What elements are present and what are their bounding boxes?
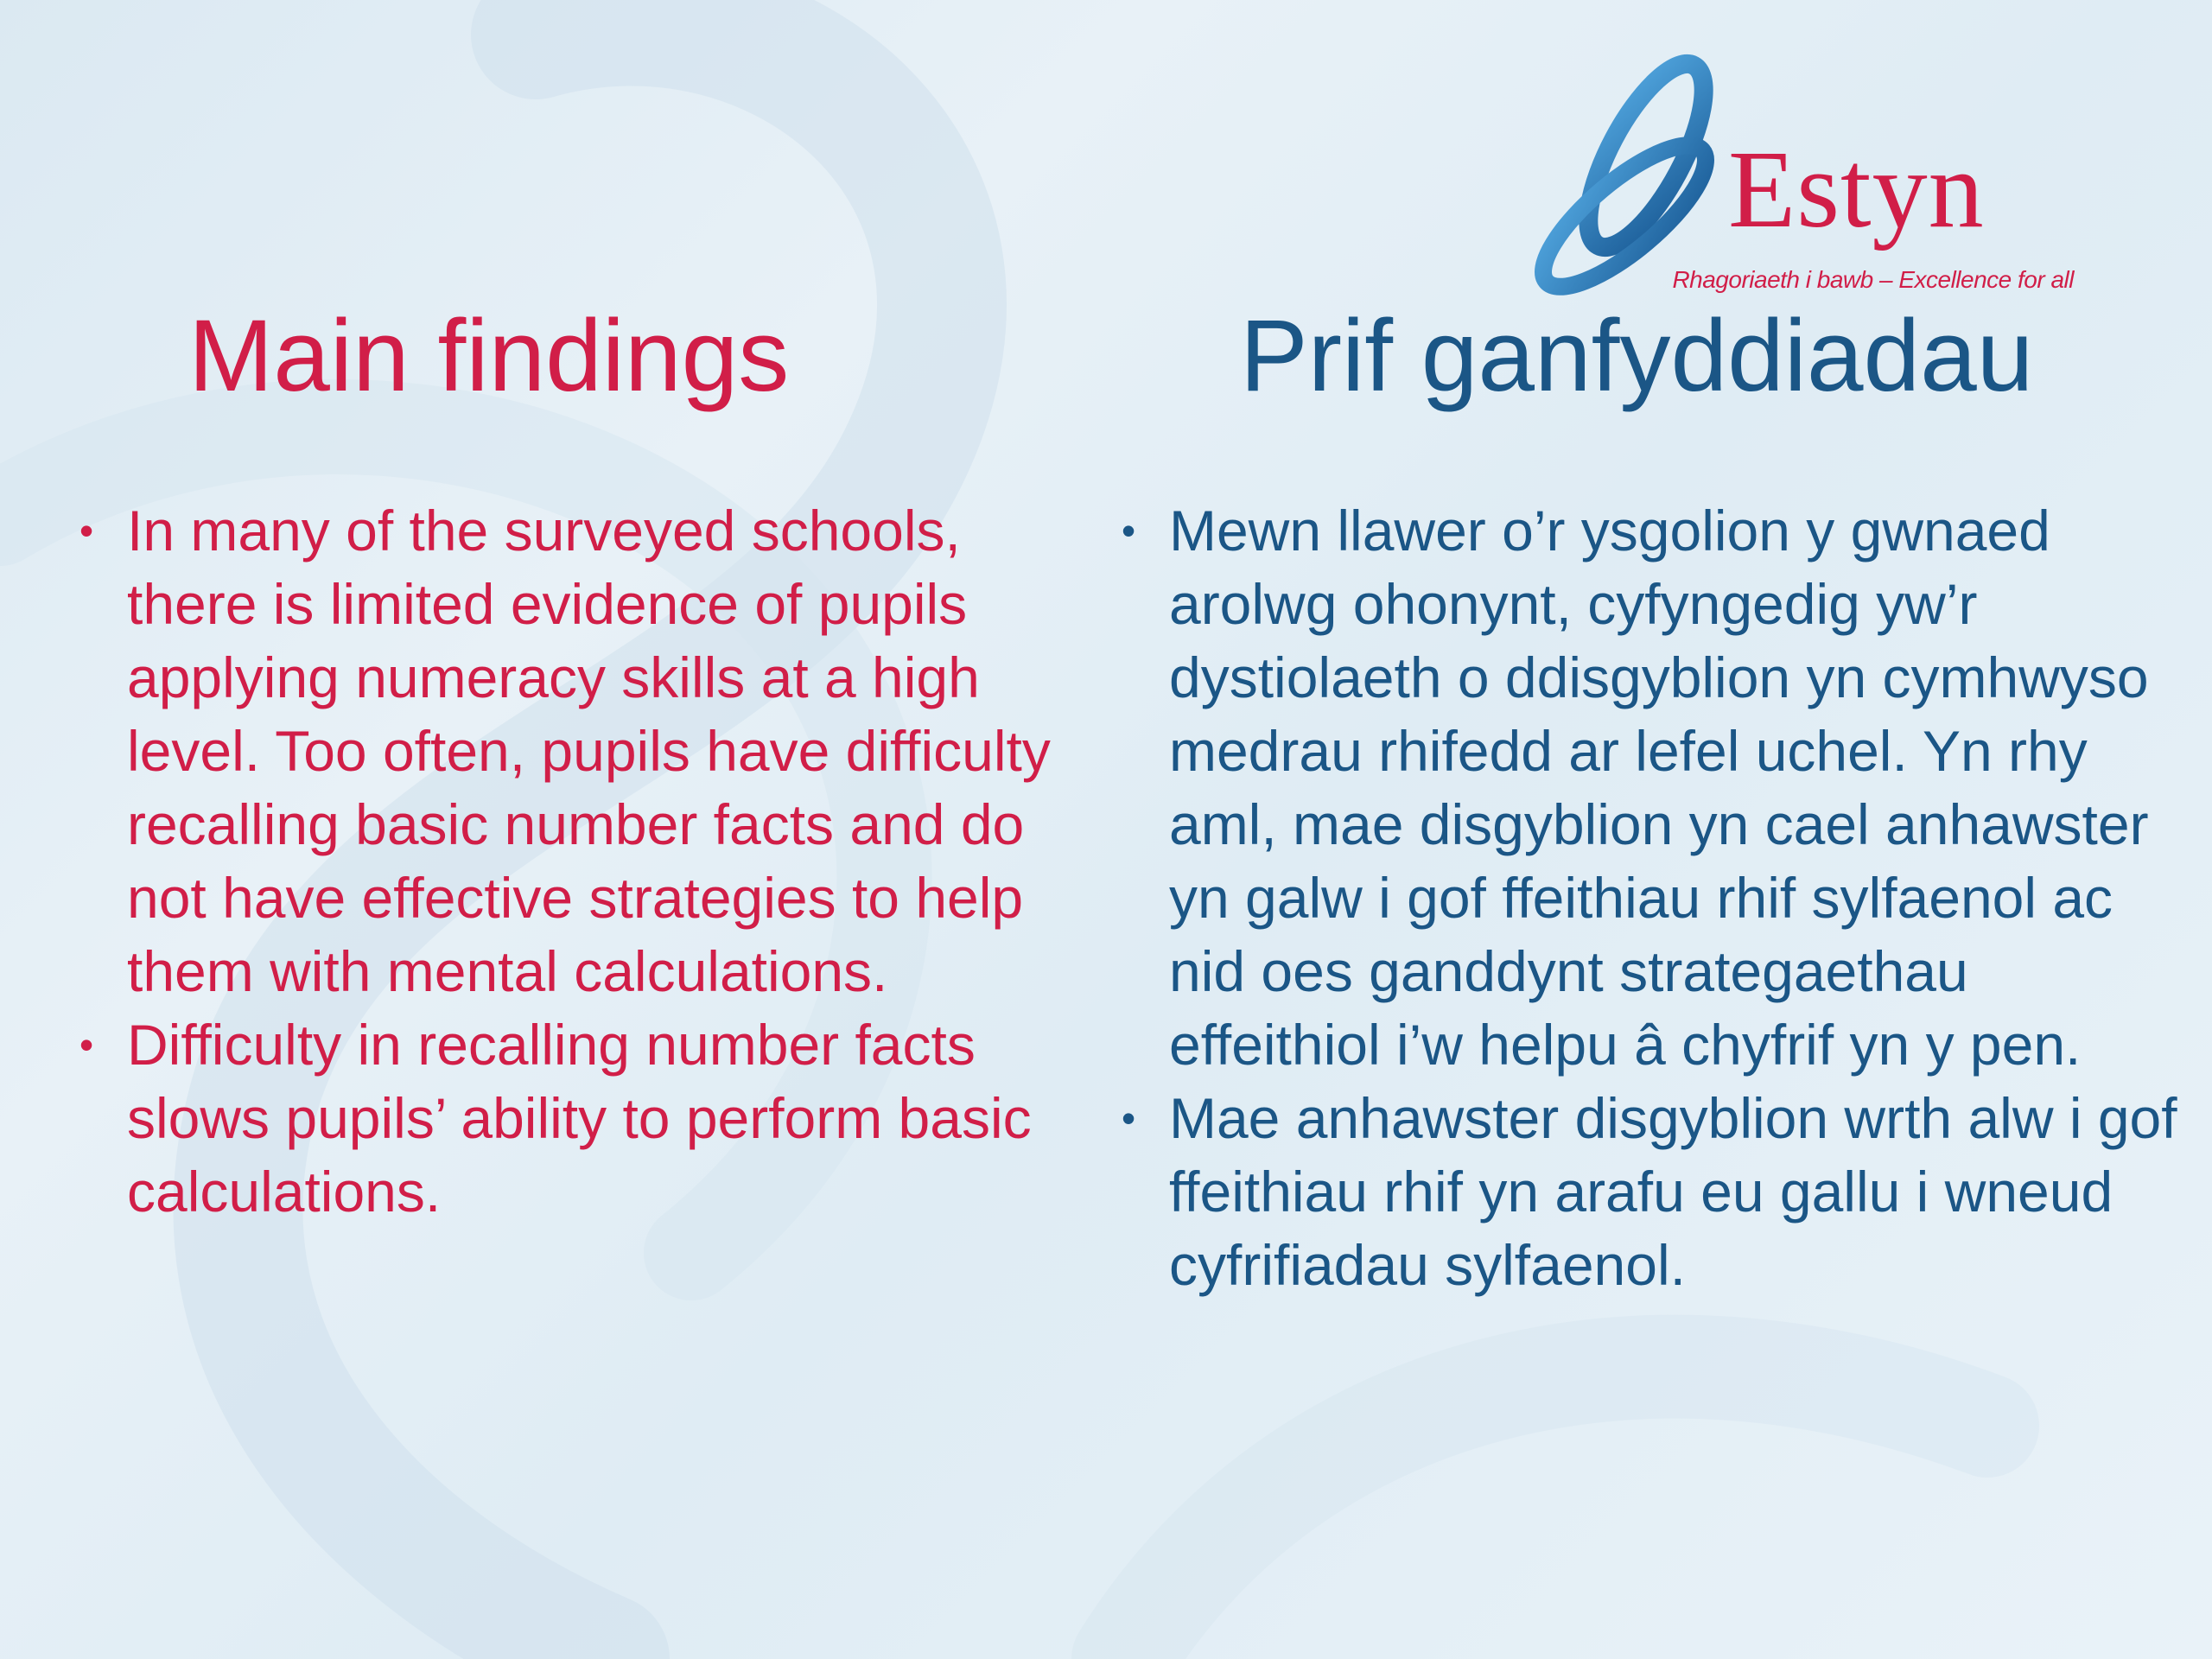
estyn-knot-logo-icon [1521,52,1745,302]
estyn-logo [1521,52,2074,311]
logo-tagline: Rhagoriaeth i bawb – Excellence for all [1672,266,2074,293]
english-heading: Main findings [188,299,790,413]
bullet-icon: • [1122,1096,1136,1141]
welsh-heading: Prif ganfyddiadau [1240,299,2034,413]
logo-name: Estyn [1728,128,1985,251]
bullet-icon: • [1122,508,1136,553]
bullet-icon: • [79,1022,94,1067]
list-item [79,1008,1099,1229]
finding-text: In many of the surveyed schools, there is limited evidence of pupils applying numeracy skills at a high level. Too often, pupils have difficulty recalling basic number facts and do not have effective strategies to help them with mental calculations. [127,499,1051,1003]
welsh-findings-list [1122,494,2184,1302]
list-item [79,494,1099,1008]
english-findings-list [79,494,1099,1229]
list-item [1122,1082,2184,1302]
list-item [1122,494,2184,1082]
bullet-icon: • [79,508,94,553]
finding-text: Mae anhawster disgyblion wrth alw i gof ffeithiau rhif yn arafu eu gallu i wneud cyfrifiadau sylfaenol. [1169,1086,2177,1297]
finding-text: Difficulty in recalling number facts slows pupils’ ability to perform basic calculations. [127,1013,1032,1224]
finding-text: Mewn llawer o’r ysgolion y gwnaed arolwg ohonynt, cyfyngedig yw’r dystiolaeth o ddisgyblion yn cymhwyso medrau rhifedd ar lefel uchel. Yn rhy aml, mae disgyblion yn cael anhawster yn galw i gof ffeithiau rhif sylfaenol ac nid oes ganddynt strategaethau effeithiol i’w helpu â chyfrif yn y pen. [1169,499,2149,1077]
